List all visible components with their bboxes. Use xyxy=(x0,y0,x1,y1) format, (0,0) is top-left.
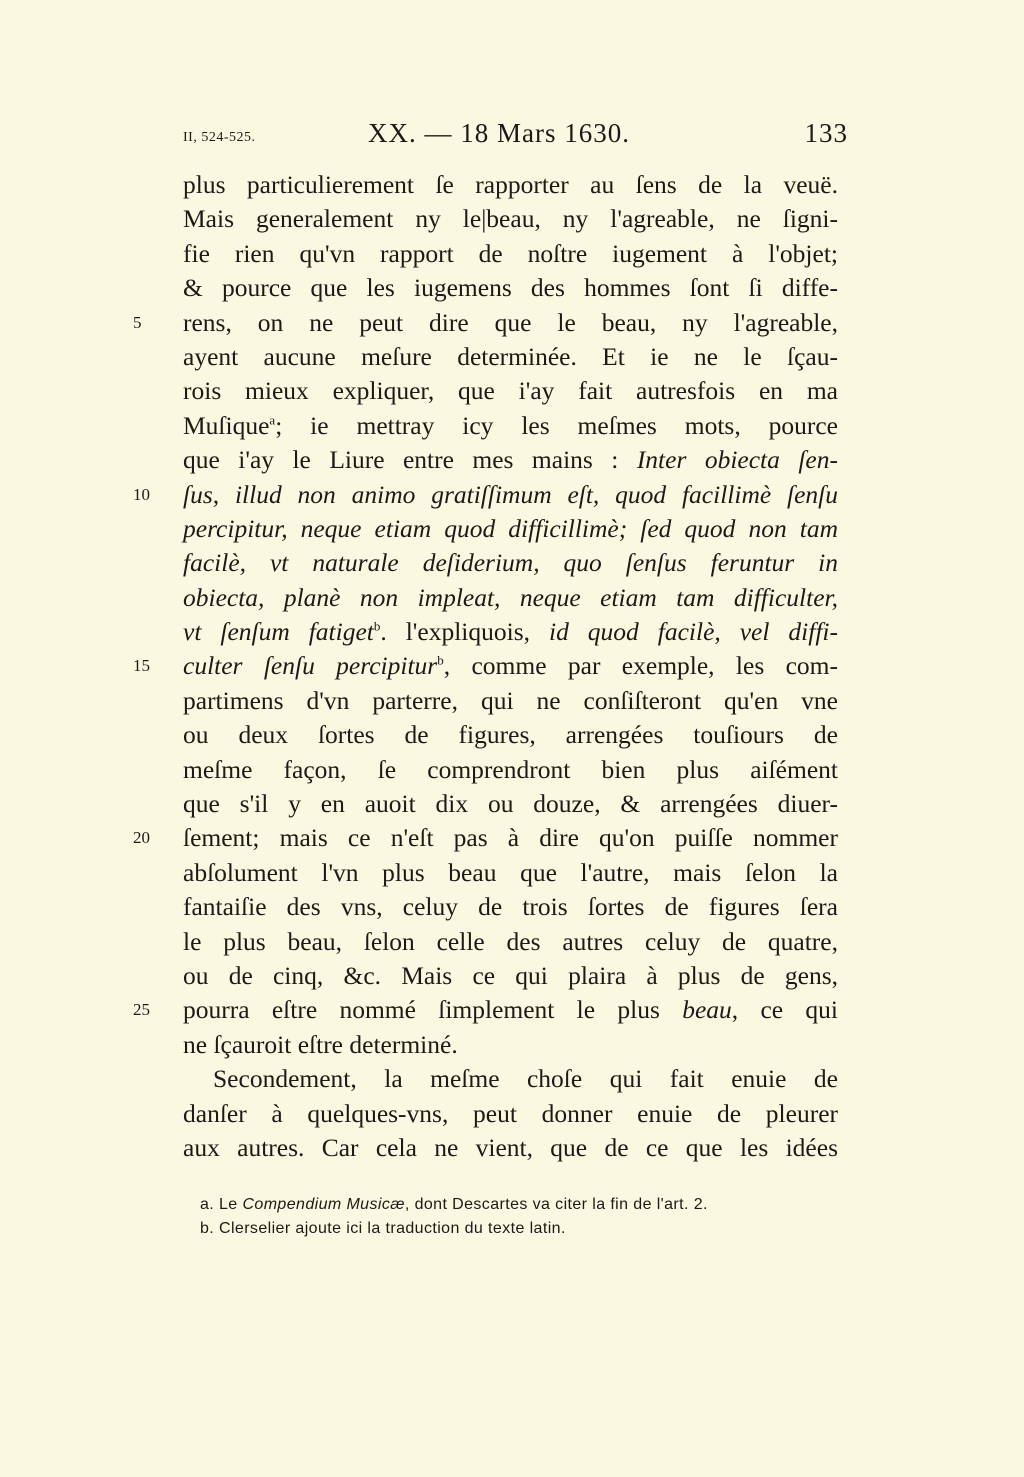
text-line xyxy=(183,271,838,305)
text-run: rois mieux expliquer, que i'ay fait autresfois en ma xyxy=(183,376,838,406)
text-line xyxy=(133,993,838,1027)
running-head xyxy=(183,118,848,158)
text-run: ſement; mais ce n'eſt pas à dire qu'on puiſſe nommer xyxy=(183,823,838,853)
italic-run: percipitur, neque etiam quod difficillimè; ſed quod non tam xyxy=(183,513,838,543)
text-line xyxy=(183,890,838,924)
text-line xyxy=(183,409,838,443)
text-line xyxy=(133,649,838,683)
text-line xyxy=(183,925,838,959)
text-line xyxy=(183,237,838,271)
text-run: aux autres. Car cela ne vient, que de ce que les idées xyxy=(183,1132,838,1162)
page-number: 133 xyxy=(804,118,848,148)
italic-run: beau xyxy=(682,995,732,1025)
text-run: ayent aucune meſure determinée. Et ie ne le ſçau- xyxy=(183,341,838,371)
line-number: 25 xyxy=(133,1000,150,1020)
text-line xyxy=(183,787,838,821)
footnote-text: , dont Descartes va citer la fin de l'art. 2. xyxy=(404,1196,708,1213)
text-run: & pource que les iugemens des hommes ſont ſi diffe- xyxy=(183,273,838,303)
volume-page-reference: II, 524-525. xyxy=(183,130,256,145)
text-line xyxy=(183,340,838,374)
text-run: le plus beau, ſelon celle des autres celuy de quatre, xyxy=(183,926,838,956)
text-run: ; ie mettray icy les meſmes mots, pource xyxy=(275,410,838,440)
text-line xyxy=(183,512,838,546)
text-run: abſolument l'vn plus beau que l'autre, mais ſelon la xyxy=(183,857,838,887)
text-run: , comme par exemple, les com- xyxy=(443,651,838,681)
line-number: 10 xyxy=(133,484,150,504)
text-line xyxy=(183,168,838,202)
text-line xyxy=(183,1028,838,1062)
text-line xyxy=(133,306,838,340)
text-run: , ce qui xyxy=(731,995,838,1025)
text-run: Muſique xyxy=(183,410,270,440)
footnote-text: Compendium Musicæ xyxy=(242,1196,405,1213)
text-run: Mais generalement ny le|beau, ny l'agreable, ne ſigni- xyxy=(183,204,838,234)
footnote-text: Clerselier ajoute ici la traduction du texte latin. xyxy=(214,1220,566,1237)
footnote-mark: b. xyxy=(200,1220,215,1237)
footnote xyxy=(200,1217,820,1241)
text-run: meſme façon, ſe comprendront bien plus aiſément xyxy=(183,754,838,784)
line-number: 5 xyxy=(133,312,142,332)
text-line xyxy=(183,581,838,615)
text-run: partimens d'vn parterre, qui ne conſiſteront qu'en vne xyxy=(183,685,838,715)
text-run: rens, on ne peut dire que le beau, ny l'agreable, xyxy=(183,307,838,337)
text-line xyxy=(183,718,838,752)
text-run: que i'ay le Liure entre mes mains : xyxy=(183,445,637,475)
italic-run: obiecta, planè non impleat, neque etiam tam difficulter, xyxy=(183,582,838,612)
text-run: plus particulierement ſe rapporter au ſens de la veuë. xyxy=(183,170,838,199)
text-line xyxy=(183,753,838,787)
italic-run: id quod facilè, vel diffi- xyxy=(549,617,838,647)
italic-run: ſus, illud non animo gratiſſimum eſt, quod facillimè ſenſu xyxy=(183,479,838,509)
text-run: pourra eſtre nommé ſimplement le plus xyxy=(183,995,683,1025)
footnote-marker: b xyxy=(373,618,381,634)
footnote-marker: b xyxy=(437,652,444,668)
text-line xyxy=(133,821,838,855)
text-line xyxy=(183,684,838,718)
text-line xyxy=(183,443,838,477)
text-run: Secondement, la meſme choſe qui fait enuie de xyxy=(213,1064,838,1094)
italic-run: Inter obiecta ſen- xyxy=(636,445,838,475)
text-line xyxy=(183,959,838,993)
text-line xyxy=(183,1097,838,1131)
footnote-text: Le xyxy=(214,1196,243,1213)
text-line xyxy=(183,1062,838,1096)
text-line xyxy=(183,202,838,236)
text-run: ou deux ſortes de figures, arrengées touſiours de xyxy=(183,720,838,750)
text-run: ou de cinq, &c. Mais ce qui plaira à plus de gens, xyxy=(183,960,838,990)
text-run: ne ſçauroit eſtre determiné. xyxy=(183,1029,458,1059)
text-line xyxy=(133,478,838,512)
footnote-marker: a xyxy=(269,412,276,428)
italic-run: culter ſenſu percipitur xyxy=(183,651,438,681)
text-line xyxy=(183,1131,838,1165)
text-run: danſer à quelques-vns, peut donner enuie de pleurer xyxy=(183,1098,838,1128)
text-run: . l'expliquois, xyxy=(380,617,549,647)
line-number: 15 xyxy=(133,656,150,676)
line-number: 20 xyxy=(133,828,150,848)
text-run: fantaiſie des vns, celuy de trois ſortes de figures ſera xyxy=(183,892,838,922)
footnote-mark: a. xyxy=(200,1196,215,1213)
text-line xyxy=(183,615,838,649)
text-run: fie rien qu'vn rapport de noſtre iugement à l'objet; xyxy=(183,238,838,268)
italic-run: facilè, vt naturale deſiderium, quo ſenſus feruntur in xyxy=(183,548,838,578)
text-line xyxy=(183,546,838,580)
body-text xyxy=(133,168,838,1165)
footnotes xyxy=(200,1193,820,1241)
text-line xyxy=(183,856,838,890)
letter-heading: XX. — 18 Mars 1630. xyxy=(368,118,630,148)
text-line xyxy=(183,374,838,408)
footnote xyxy=(200,1193,820,1217)
text-run: que s'il y en auoit dix ou douze, & arrengées diuer- xyxy=(183,789,838,819)
italic-run: vt ſenſum fatiget xyxy=(183,617,374,647)
